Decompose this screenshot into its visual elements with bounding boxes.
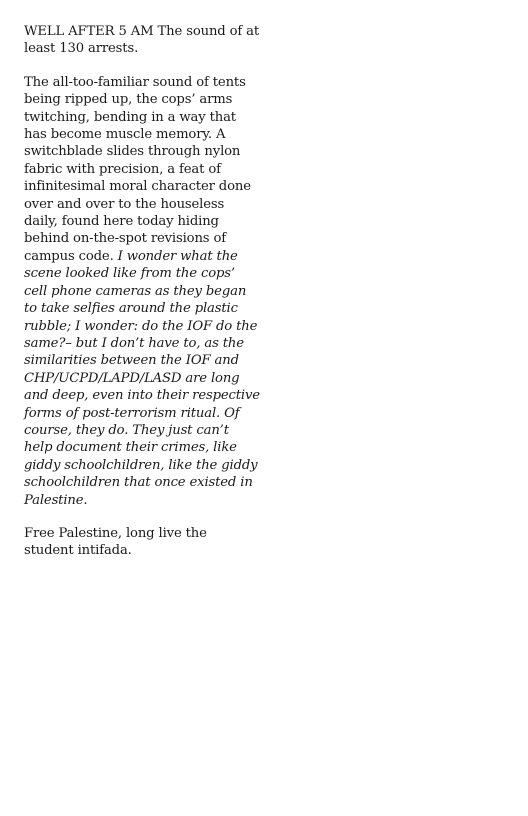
dateline-paragraph <box>24 23 260 58</box>
dateline-text: The sound of at least 130 arrests. <box>24 24 260 57</box>
document-page <box>24 23 260 576</box>
body-italic-text: I wonder what the scene looked like from the cops’ cell phone cameras as they began to take selfies around the plastic rubble; I wonder: do the IOF do the same?– but I don’t have to, as the similarities between the IOF and CHP/UCPD/LAPD/LASD are long and deep, even into their respective forms of post-terrorism ritual. Of course, they do. They just can’t help document their crimes, like giddy schoolchildren, like the giddy schoolchildren that once existed in Palestine. <box>24 248 260 508</box>
body-roman-text: The all-too-familiar sound of tents being ripped up, the cops’ arms twitching, bending in a way that has become muscle memory. A switchblade slides through nylon fabric with precision, a feat of infinitesimal moral character done over and over to the houseless daily, found here today hiding behind on-the-spot revisions of campus code. <box>24 74 251 264</box>
body-paragraph <box>24 74 260 509</box>
closing-paragraph: Free Palestine, long live the student intifada. <box>24 525 207 559</box>
dateline: WELL AFTER 5 AM <box>24 24 154 39</box>
